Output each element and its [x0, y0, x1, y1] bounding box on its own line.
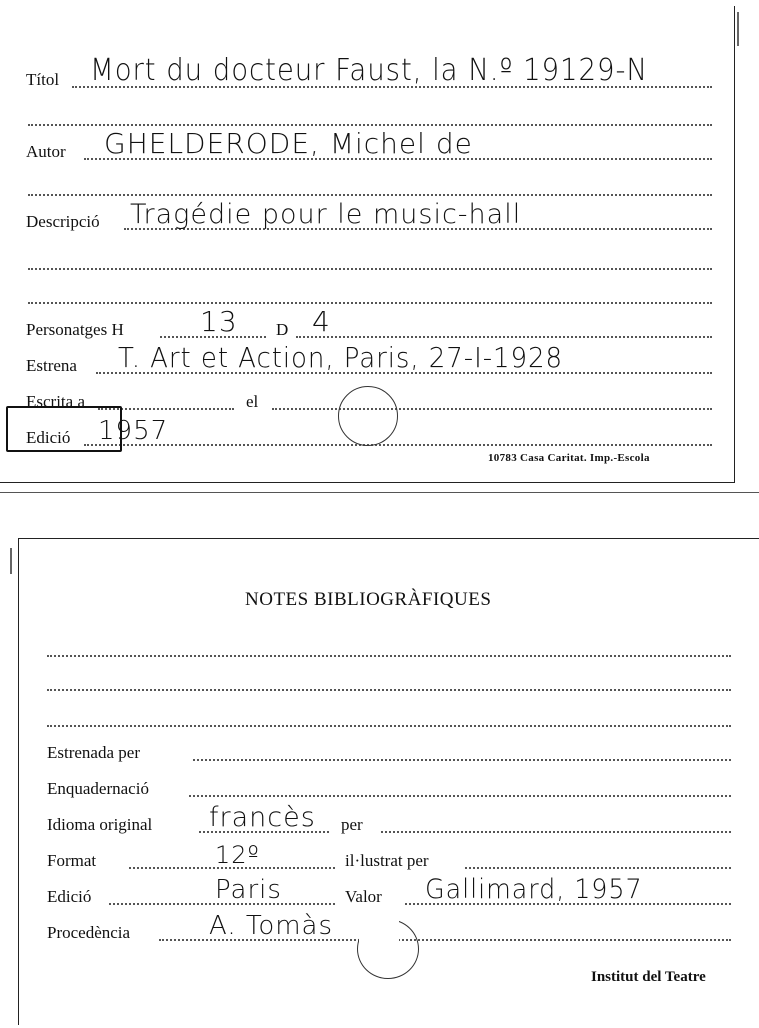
- edition-label: Edició: [26, 428, 71, 447]
- description-row: [0, 200, 734, 236]
- card-separator-line: [0, 492, 759, 493]
- provenance-label: Procedència: [47, 923, 131, 942]
- language-label: Idioma original: [47, 815, 153, 834]
- punch-hole: [338, 386, 398, 446]
- written-date-label: el: [246, 392, 259, 411]
- value-label: Valor: [345, 887, 382, 906]
- card-edge-mark: [737, 12, 739, 46]
- notes-heading: NOTES BIBLIOGRÀFIQUES: [245, 589, 492, 610]
- notes-line-2: [47, 689, 731, 691]
- translator-line: [381, 831, 731, 833]
- language-row: [19, 803, 759, 839]
- edition-value: 1957: [98, 416, 169, 446]
- characters-women-line: [296, 336, 712, 338]
- format-value: 12º: [215, 841, 260, 869]
- author-value: GHELDERODE, Michel de: [104, 127, 473, 160]
- printer-imprint: 10783 Casa Caritat. Imp.-Escola: [488, 452, 650, 464]
- description-value: Tragédie pour le music-hall: [130, 199, 522, 230]
- translator-label: per: [341, 815, 363, 834]
- characters-women-value: 4: [312, 305, 331, 338]
- illustrated-label: il·lustrat per: [345, 851, 429, 870]
- provenance-value: A. Tomàs: [209, 911, 334, 941]
- characters-row: [0, 305, 734, 344]
- format-row: [19, 839, 759, 875]
- binding-row: [19, 767, 759, 803]
- characters-women-label: D: [276, 320, 289, 339]
- title-row: [0, 53, 734, 94]
- format-label: Format: [47, 851, 97, 870]
- description-label: Descripció: [26, 212, 100, 231]
- title-label: Títol: [26, 70, 60, 89]
- premiered-by-row: [19, 731, 759, 767]
- notes-edition-value: Paris: [215, 875, 282, 905]
- binding-label: Enquadernació: [47, 779, 149, 798]
- illustrated-line: [465, 867, 731, 869]
- title-continuation-line: [28, 124, 712, 126]
- binding-line: [189, 795, 731, 797]
- author-label: Autor: [26, 142, 66, 161]
- edition-value-row: [19, 875, 759, 911]
- description-line-3: [28, 302, 712, 304]
- notes-line-3: [47, 725, 731, 727]
- premiered-by-line: [193, 759, 731, 761]
- title-value: Mort du docteur Faust, la N.º 19129-N: [90, 53, 648, 88]
- premiere-value: T. Art et Action, Paris, 27-I-1928: [118, 341, 564, 374]
- premiered-by-label: Estrenada per: [47, 743, 140, 762]
- premiere-label: Estrena: [26, 356, 77, 375]
- notes-card: [18, 538, 759, 1025]
- notes-edition-label: Edició: [47, 887, 92, 906]
- punch-hole-gap: [359, 917, 399, 943]
- premiere-row: [0, 341, 734, 380]
- characters-men-value: 13: [200, 305, 238, 338]
- author-continuation-line: [28, 194, 712, 196]
- language-value: francès: [209, 802, 316, 833]
- catalog-card: [0, 6, 735, 483]
- value-value: Gallimard, 1957: [425, 874, 643, 905]
- author-row: [0, 127, 734, 166]
- institution-footer: Institut del Teatre: [591, 969, 706, 985]
- notes-line-1: [47, 655, 731, 657]
- written-place-label: Escrita a: [26, 392, 85, 411]
- characters-label: Personatges H: [26, 320, 124, 339]
- notes-edge-mark: [10, 548, 12, 574]
- description-line-2: [28, 268, 712, 270]
- edition-line: [84, 444, 712, 446]
